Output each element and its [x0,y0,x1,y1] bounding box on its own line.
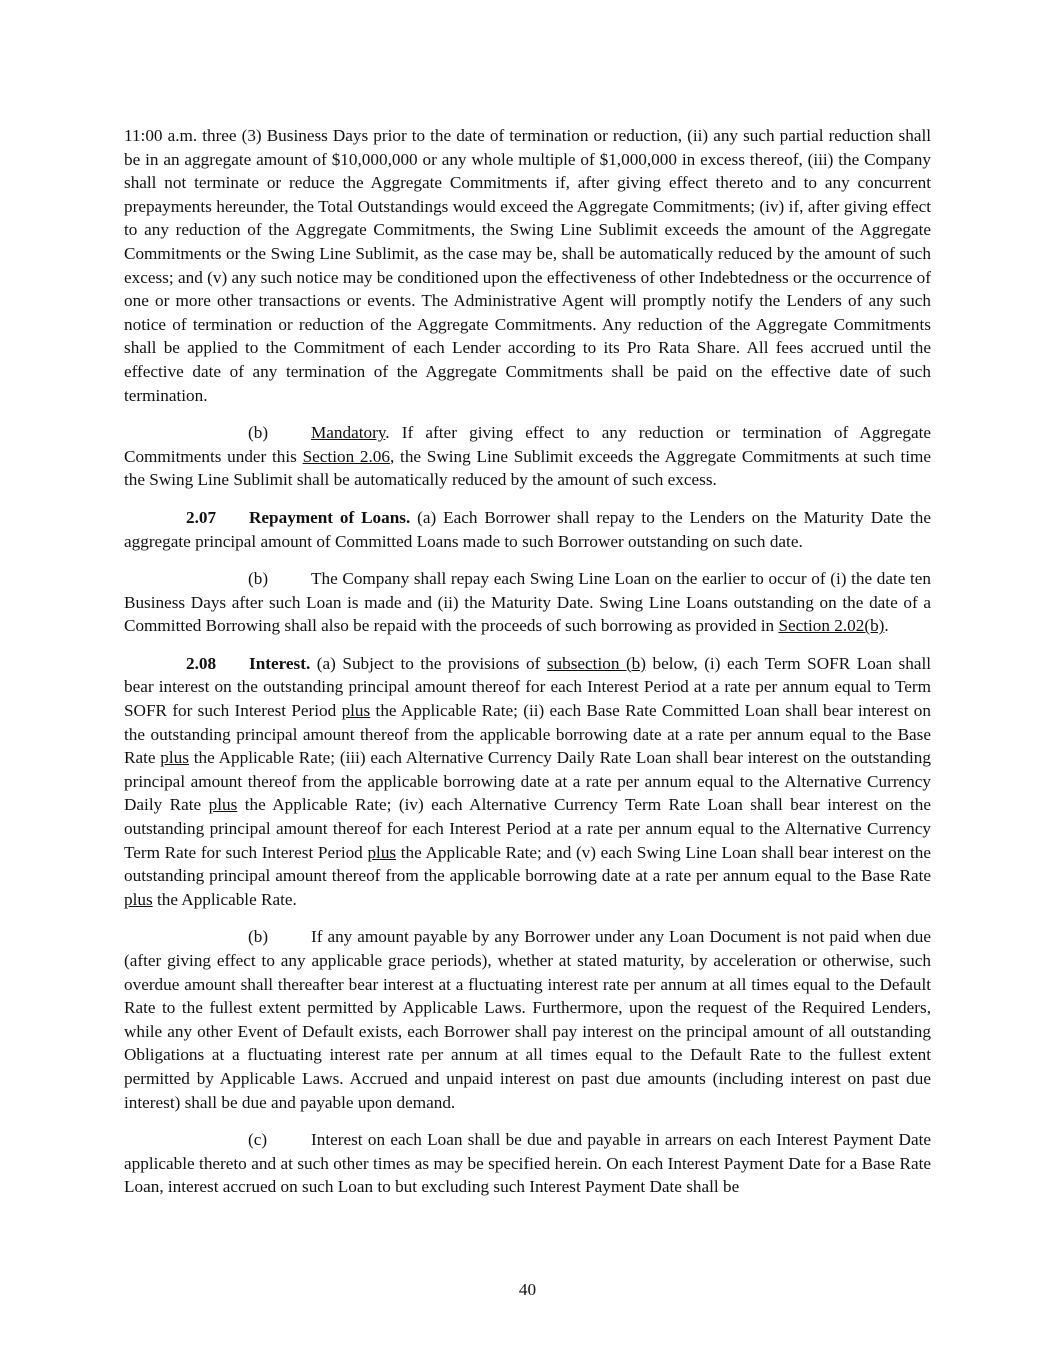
paragraph-interest-payment [124,1128,931,1199]
paragraph-swing-line-repayment [124,567,931,638]
document-body [124,124,931,1213]
paragraph-text: the Applicable Rate; and (v) each Swing Line Loan shall bear interest on the outstanding principal amount thereof from the applicable borrowing date at a rate per annum equal to the Base Rate [124,842,931,886]
clause-label: (b) [248,423,269,443]
clause-label: (c) [248,1130,268,1150]
plus-term: plus [367,842,397,862]
section-title: Repayment of Loans. [249,507,411,527]
section-title: Interest. [249,653,311,673]
clause-label: (b) [248,569,269,589]
paragraph-text: 11:00 a.m. three (3) Business Days prior to the date of termination or reduction, (ii) any such partial reduction shall be in an aggregate amount of $10,000,000 or any whole multiple of $1,000,000 in excess thereof, (iii) the Company shall not terminate or reduce the Aggregate Commitments if, after giving effect thereto and to any concurrent prepayments hereunder, the Total Outstandings would exceed the Aggregate Commitments; (iv) if, after giving effect to any reduction of the Aggregate Commitments, the Swing Line Sublimit exceeds the amount of the Aggregate Commitments or the Swing Line Sublimit, as the case may be, shall be automatically reduced by the amount of such excess; and (v) any such notice may be conditioned upon the effectiveness of other Indebtedness or the occurrence of one or more other transactions or events. The Administrative Agent will promptly notify the Lenders of any such notice of termination or reduction of the Aggregate Commitments. Any reduction of the Aggregate Commitments shall be applied to the Commitment of each Lender according to its Pro Rata Share. All fees accrued until the effective date of any termination of the Aggregate Commitments shall be paid on the effective date of such termination. [124,126,931,405]
clause-label: (b) [248,927,269,947]
paragraph-text: the Applicable Rate; (iii) each Alternative Currency Daily Rate Loan shall bear interest on the outstanding principal amount thereof from the applicable borrowing date at a rate per annum equal to the Alternative Currency Daily Rate [124,748,931,815]
plus-term: plus [160,748,189,768]
paragraph-text: If any amount payable by any Borrower under any Loan Document is not paid when due (after giving effect to any applicable grace periods), whether at stated maturity, by acceleration or otherwise, such overdue amount shall thereafter bear interest at a fluctuating interest rate per annum at all times equal to the Default Rate to the fullest extent permitted by Applicable Laws. Furthermore, upon the request of the Required Lenders, while any other Event of Default exists, each Borrower shall pay interest on the principal amount of all outstanding Obligations at a fluctuating interest rate per annum at all times equal to the Default Rate to the fullest extent permitted by Applicable Laws. Accrued and unpaid interest on past due amounts (including interest on past due interest) shall be due and payable upon demand. [124,927,931,1112]
section-number: 2.08 [186,653,217,673]
paragraph-text: the Applicable Rate; (ii) each Base Rate Committed Loan shall bear interest on the outstanding principal amount thereof from the applicable borrowing date at a rate per annum equal to the Base Rate [124,701,931,768]
paragraph-text: . If after giving effect to any reduction or termination of Aggregate Commitments under this [124,423,931,466]
paragraph-mandatory-reduction [124,421,931,492]
paragraph-termination-conditions [124,124,931,407]
paragraph-text: below, (i) each Term SOFR Loan shall bear interest on the outstanding principal amount thereof for each Interest Period at a rate per annum equal to Term SOFR for such Interest Period [124,653,931,721]
section-reference: Section 2.06 [302,446,390,466]
section-reference: Section 2.02(b) [778,616,885,636]
section-number: 2.07 [186,507,217,527]
paragraph-text: , the Swing Line Sublimit exceeds the Aggregate Commitments at such time the Swing Line Sublimit shall be automatically reduced by the amount of such excess. [124,446,931,490]
plus-term: plus [124,889,153,909]
paragraph-default-interest [124,925,931,1114]
plus-term: plus [341,701,371,721]
paragraph-text: The Company shall repay each Swing Line Loan on the earlier to occur of (i) the date ten Business Days after such Loan is made and (ii) the Maturity Date. Swing Line Loans outstanding on the date of a Committed Borrowing shall also be repaid with the proceeds of such borrowing as provided in [124,569,931,636]
paragraph-text: the Applicable Rate; (iv) each Alternative Currency Term Rate Loan shall bear interest on the outstanding principal amount thereof for each Interest Period at a rate per annum equal to the Alternative Currency Term Rate for such Interest Period [124,795,931,862]
section-2-08 [124,652,931,912]
plus-term: plus [208,795,238,815]
paragraph-text: (a) Each Borrower shall repay to the Lenders on the Maturity Date the aggregate principal amount of Committed Loans made to such Borrower outstanding on such date. [124,507,932,551]
clause-heading: Mandatory [311,423,386,443]
paragraph-text: (a) Subject to the provisions of [310,653,547,673]
paragraph-text: the Applicable Rate. [152,889,297,909]
paragraph-text: . [884,616,889,636]
section-2-07 [124,506,931,553]
paragraph-text: Interest on each Loan shall be due and payable in arrears on each Interest Payment Date applicable thereto and at such other times as may be specified herein. On each Interest Payment Date for a Base Rate Loan, interest accrued on such Loan to but excluding such Interest Payment Date shall be [124,1130,931,1197]
subsection-reference: subsection (b) [546,653,646,673]
page-number: 40 [518,1280,537,1299]
